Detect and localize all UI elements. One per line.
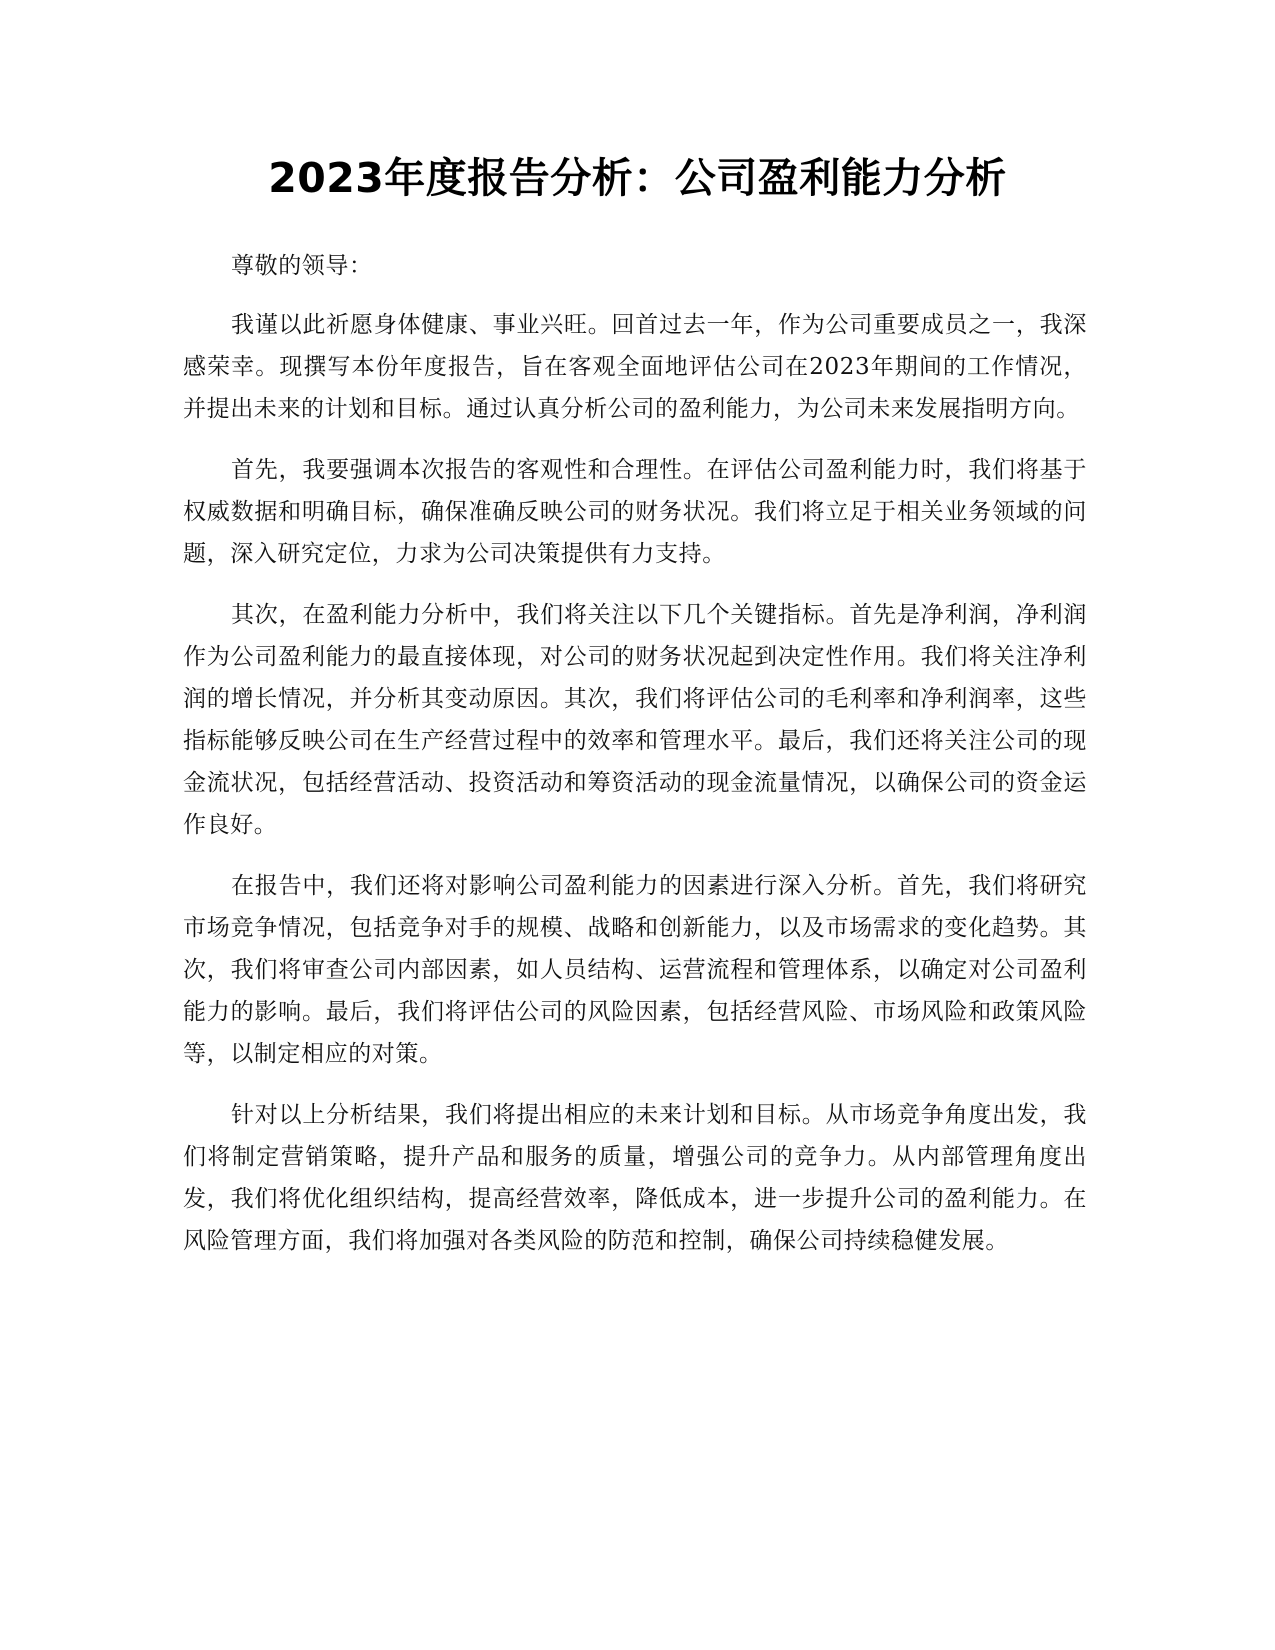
- document-title: 2023年度报告分析：公司盈利能力分析: [268, 154, 1007, 202]
- paragraph-objectivity: 首先，我要强调本次报告的客观性和合理性。在评估公司盈利能力时，我们将基于权威数据和明确目标，确保准确反映公司的财务状况。我们将立足于相关业务领域的问题，深入研究定位，力求为公司决策提供有力支持。: [183, 457, 1087, 567]
- document-body: [183, 245, 1087, 1281]
- paragraph-future-plans: 针对以上分析结果，我们将提出相应的未来计划和目标。从市场竞争角度出发，我们将制定营销策略，提升产品和服务的质量，增强公司的竞争力。从内部管理角度出发，我们将优化组织结构，提高经营效率，降低成本，进一步提升公司的盈利能力。在风险管理方面，我们将加强对各类风险的防范和控制，确保公司持续稳健发展。: [183, 1102, 1087, 1254]
- greeting: 尊敬的领导：: [231, 253, 373, 279]
- paragraph-intro: 我谨以此祈愿身体健康、事业兴旺。回首过去一年，作为公司重要成员之一，我深感荣幸。现撰写本份年度报告，旨在客观全面地评估公司在2023年期间的工作情况，并提出未来的计划和目标。通过认真分析公司的盈利能力，为公司未来发展指明方向。: [183, 312, 1087, 422]
- paragraph-factor-analysis: 在报告中，我们还将对影响公司盈利能力的因素进行深入分析。首先，我们将研究市场竞争情况，包括竞争对手的规模、战略和创新能力，以及市场需求的变化趋势。其次，我们将审查公司内部因素，如人员结构、运营流程和管理体系，以确定对公司盈利能力的影响。最后，我们将评估公司的风险因素，包括经营风险、市场风险和政策风险等，以制定相应的对策。: [183, 873, 1087, 1067]
- paragraph-key-indicators: 其次，在盈利能力分析中，我们将关注以下几个关键指标。首先是净利润，净利润作为公司盈利能力的最直接体现，对公司的财务状况起到决定性作用。我们将关注净利润的增长情况，并分析其变动原因。其次，我们将评估公司的毛利率和净利润率，这些指标能够反映公司在生产经营过程中的效率和管理水平。最后，我们还将关注公司的现金流状况，包括经营活动、投资活动和筹资活动的现金流量情况，以确保公司的资金运作良好。: [183, 602, 1087, 838]
